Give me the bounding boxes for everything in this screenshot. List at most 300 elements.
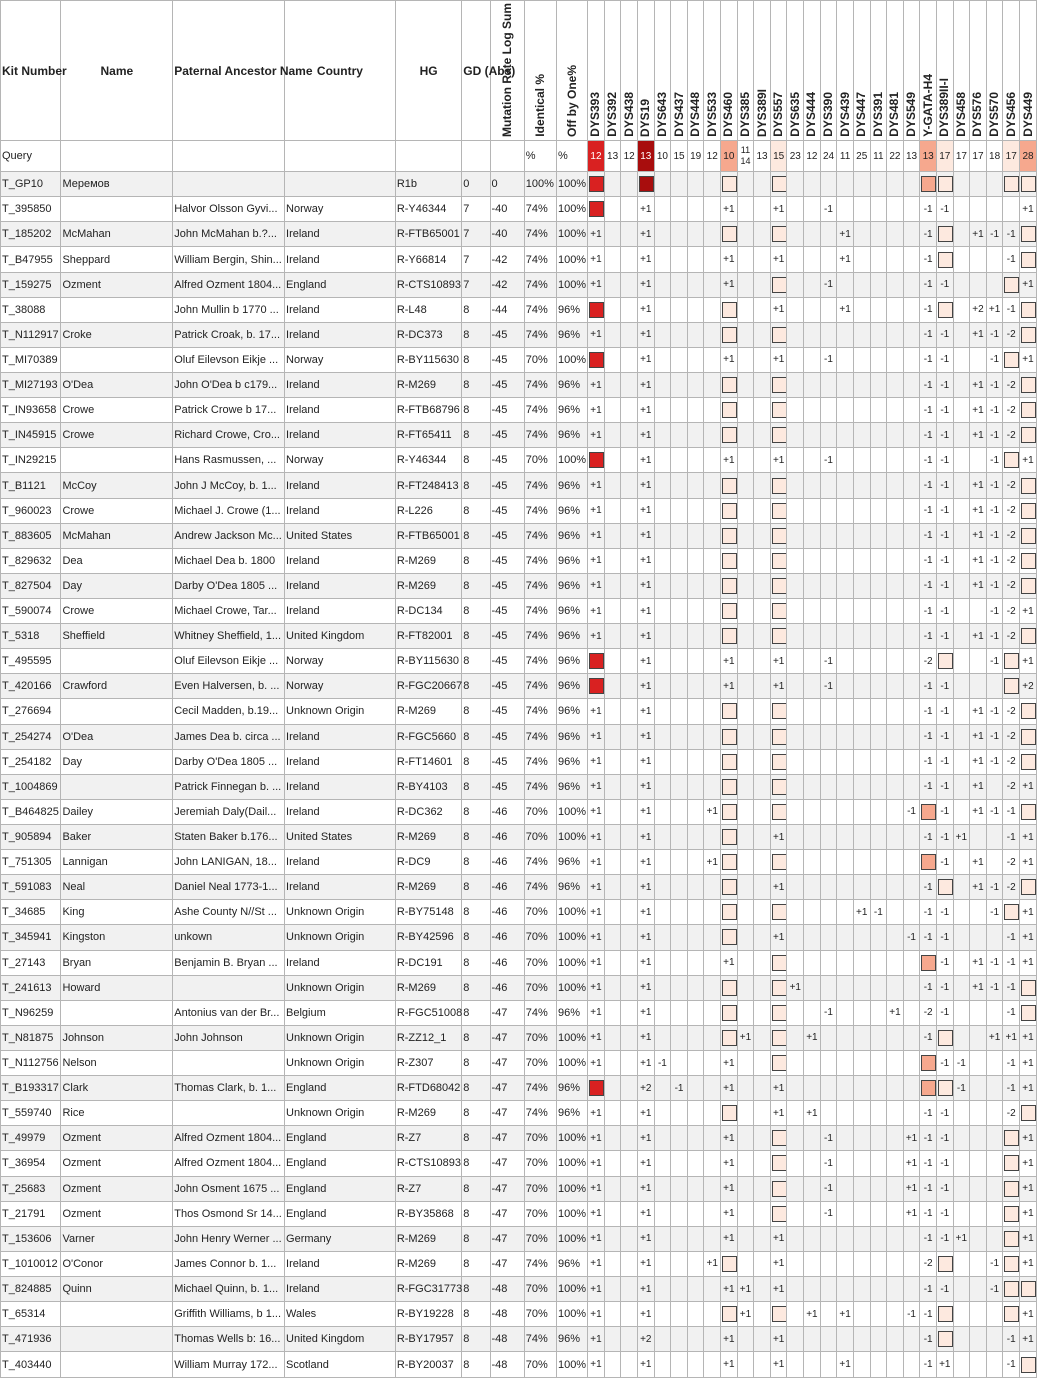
cell-marker-diff: -2 (1003, 624, 1020, 649)
cell-marker-diff: -1 (986, 699, 1003, 724)
cell-marker-diff: +1 (1020, 1050, 1037, 1075)
marker-header[interactable] (986, 1, 1003, 141)
cell-kit-number: T_471936 (1, 1327, 61, 1352)
table-row[interactable] (1, 322, 1037, 347)
cell-marker-diff (953, 1201, 970, 1226)
cell-marker-diff: -1 (936, 448, 953, 473)
cell-marker-diff (687, 1352, 704, 1378)
table-row[interactable] (1, 1151, 1037, 1176)
table-row[interactable] (1, 222, 1037, 247)
cell-marker-diff (721, 624, 738, 649)
table-row[interactable] (1, 724, 1037, 749)
cell-marker-diff (870, 925, 887, 950)
table-row[interactable] (1, 824, 1037, 849)
table-row[interactable] (1, 1352, 1037, 1378)
cell-off-by-one: 96% (556, 523, 587, 548)
cell-marker-diff (837, 799, 854, 824)
table-row[interactable] (1, 975, 1037, 1000)
cell-marker-diff: +1 (638, 824, 655, 849)
table-row[interactable] (1, 498, 1037, 523)
cell-marker-diff: +1 (721, 448, 738, 473)
marker-swatch (1004, 653, 1019, 669)
table-row[interactable] (1, 749, 1037, 774)
marker-swatch (772, 553, 787, 569)
table-row[interactable] (1, 875, 1037, 900)
cell-marker-diff (953, 197, 970, 222)
cell-marker-diff (903, 624, 920, 649)
cell-marker-diff: +1 (638, 649, 655, 674)
marker-header[interactable] (837, 1, 854, 141)
cell-gd: 8 (462, 1050, 490, 1075)
marker-header[interactable] (721, 1, 738, 141)
cell-marker-diff (870, 1276, 887, 1301)
table-row[interactable] (1, 423, 1037, 448)
cell-marker-diff (903, 1050, 920, 1075)
header-kit-number[interactable]: Kit Number (1, 1, 61, 141)
cell-marker-diff (737, 975, 754, 1000)
table-row[interactable] (1, 1076, 1037, 1101)
cell-name (61, 448, 173, 473)
cell-marker-diff (870, 950, 887, 975)
cell-marker-diff (986, 925, 1003, 950)
cell-marker-diff (970, 900, 987, 925)
cell-marker-diff: +1 (588, 1025, 605, 1050)
table-row[interactable] (1, 850, 1037, 875)
cell-marker-diff: -1 (920, 774, 937, 799)
cell-marker-diff (770, 950, 787, 975)
cell-marker-diff (970, 1000, 987, 1025)
cell-marker-diff: -1 (1003, 1000, 1020, 1025)
cell-marker-diff (887, 799, 904, 824)
cell-marker-diff: +1 (737, 1276, 754, 1301)
cell-marker-diff: +1 (588, 423, 605, 448)
cell-gd: 0 (462, 172, 490, 197)
marker-header[interactable] (804, 1, 821, 141)
cell-marker-diff: -1 (920, 1276, 937, 1301)
cell-marker-diff (604, 624, 621, 649)
cell-marker-diff (804, 774, 821, 799)
cell-marker-diff: -2 (1003, 599, 1020, 624)
query-marker-value: 19 (687, 141, 704, 172)
table-row[interactable] (1, 699, 1037, 724)
cell-marker-diff (853, 774, 870, 799)
cell-marker-diff (621, 1025, 638, 1050)
cell-marker-diff (870, 1000, 887, 1025)
table-row[interactable] (1, 1101, 1037, 1126)
cell-marker-diff (887, 1352, 904, 1378)
cell-marker-diff: +1 (770, 448, 787, 473)
cell-marker-diff (770, 599, 787, 624)
cell-marker-diff (970, 1176, 987, 1201)
cell-marker-diff: +1 (638, 799, 655, 824)
cell-marker-diff (621, 875, 638, 900)
cell-marker-diff: -1 (936, 498, 953, 523)
cell-marker-diff (687, 272, 704, 297)
cell-marker-diff (754, 222, 771, 247)
marker-swatch (1004, 452, 1019, 468)
cell-marker-diff (953, 950, 970, 975)
cell-marker-diff (1020, 1352, 1037, 1378)
cell-name: Quinn (61, 1276, 173, 1301)
cell-marker-diff: -1 (920, 1327, 937, 1352)
cell-marker-diff (887, 247, 904, 272)
cell-marker-diff (737, 1352, 754, 1378)
cell-marker-diff: +1 (837, 1352, 854, 1378)
table-row[interactable] (1, 925, 1037, 950)
table-row[interactable] (1, 172, 1037, 197)
cell-off-by-one: 96% (556, 548, 587, 573)
table-row[interactable] (1, 1251, 1037, 1276)
cell-name: Baker (61, 824, 173, 849)
table-row[interactable] (1, 1176, 1037, 1201)
cell-hg: R-DC134 (395, 599, 461, 624)
table-row[interactable] (1, 373, 1037, 398)
cell-marker-diff (604, 599, 621, 624)
cell-marker-diff (654, 724, 671, 749)
cell-marker-diff: +1 (638, 950, 655, 975)
cell-marker-diff (953, 900, 970, 925)
table-row[interactable] (1, 1025, 1037, 1050)
cell-marker-diff (654, 774, 671, 799)
cell-marker-diff (853, 1327, 870, 1352)
cell-marker-diff: +1 (588, 1251, 605, 1276)
cell-mutation-rate: -47 (490, 1226, 524, 1251)
table-row[interactable] (1, 900, 1037, 925)
table-row[interactable] (1, 573, 1037, 598)
cell-marker-diff (870, 423, 887, 448)
cell-marker-diff (754, 824, 771, 849)
cell-marker-diff (903, 197, 920, 222)
cell-kit-number: T_MI70389 (1, 347, 61, 372)
cell-marker-diff (787, 824, 804, 849)
cell-marker-diff: +1 (638, 774, 655, 799)
cell-gd: 8 (462, 347, 490, 372)
cell-identical: 70% (524, 448, 556, 473)
cell-marker-diff: -1 (936, 1151, 953, 1176)
cell-marker-diff (654, 1101, 671, 1126)
cell-name: Ozment (61, 1201, 173, 1226)
cell-marker-diff (853, 1276, 870, 1301)
table-row[interactable] (1, 774, 1037, 799)
cell-identical: 74% (524, 473, 556, 498)
cell-marker-diff: +1 (1020, 1076, 1037, 1101)
marker-header[interactable] (870, 1, 887, 141)
marker-swatch (1021, 879, 1036, 895)
marker-header[interactable] (638, 1, 655, 141)
cell-marker-diff: +1 (588, 1327, 605, 1352)
cell-marker-diff (754, 724, 771, 749)
cell-marker-diff: +1 (638, 373, 655, 398)
table-row[interactable] (1, 448, 1037, 473)
cell-marker-diff (737, 1126, 754, 1151)
marker-header[interactable] (853, 1, 870, 141)
cell-marker-diff (621, 197, 638, 222)
cell-identical: 74% (524, 373, 556, 398)
marker-swatch (772, 402, 787, 418)
marker-header[interactable] (770, 1, 787, 141)
cell-marker-diff: -1 (936, 473, 953, 498)
header-gd[interactable]: GD (Abs) (462, 1, 490, 141)
table-row[interactable] (1, 1201, 1037, 1226)
cell-marker-diff (704, 925, 721, 950)
cell-marker-diff (704, 900, 721, 925)
cell-marker-diff (737, 875, 754, 900)
cell-marker-diff (737, 398, 754, 423)
cell-marker-diff (654, 875, 671, 900)
cell-marker-diff (986, 1000, 1003, 1025)
cell-marker-diff (953, 1126, 970, 1151)
cell-kit-number: T_36954 (1, 1151, 61, 1176)
marker-swatch (722, 879, 737, 895)
cell-marker-diff (986, 247, 1003, 272)
marker-header[interactable] (903, 1, 920, 141)
marker-header[interactable] (621, 1, 638, 141)
cell-marker-diff (820, 749, 837, 774)
table-row[interactable] (1, 1276, 1037, 1301)
marker-header[interactable] (588, 1, 605, 141)
table-row[interactable] (1, 1126, 1037, 1151)
marker-header[interactable] (787, 1, 804, 141)
cell-kit-number: T_905894 (1, 824, 61, 849)
table-row[interactable] (1, 599, 1037, 624)
marker-header[interactable] (1003, 1, 1020, 141)
marker-swatch (921, 1080, 936, 1096)
cell-marker-diff: +1 (970, 799, 987, 824)
cell-gd: 8 (462, 624, 490, 649)
cell-marker-diff (787, 1352, 804, 1378)
cell-marker-diff: +2 (638, 1327, 655, 1352)
marker-header[interactable] (754, 1, 771, 141)
table-row[interactable] (1, 1226, 1037, 1251)
cell-marker-diff (804, 1076, 821, 1101)
cell-marker-diff: +1 (638, 347, 655, 372)
header-off-by-one[interactable] (556, 1, 587, 141)
cell-marker-diff: +1 (588, 1151, 605, 1176)
cell-marker-diff (1003, 448, 1020, 473)
cell-marker-diff (837, 1201, 854, 1226)
cell-hg: R-Z7 (395, 1126, 461, 1151)
cell-marker-diff: +1 (588, 498, 605, 523)
cell-marker-diff (687, 1000, 704, 1025)
cell-marker-diff (704, 473, 721, 498)
cell-marker-diff (903, 473, 920, 498)
table-row[interactable] (1, 1327, 1037, 1352)
cell-gd: 8 (462, 1352, 490, 1378)
marker-header[interactable] (887, 1, 904, 141)
cell-marker-diff (853, 1050, 870, 1075)
query-marker-value: 13 (920, 141, 937, 172)
table-row[interactable] (1, 272, 1037, 297)
cell-marker-diff (604, 824, 621, 849)
cell-marker-diff (804, 498, 821, 523)
cell-marker-diff (737, 498, 754, 523)
cell-marker-diff (654, 272, 671, 297)
cell-kit-number: T_B47955 (1, 247, 61, 272)
marker-swatch (1021, 226, 1036, 242)
cell-marker-diff: +1 (721, 1352, 738, 1378)
cell-marker-diff (804, 674, 821, 699)
cell-marker-diff (704, 749, 721, 774)
cell-marker-diff (1020, 523, 1037, 548)
cell-marker-diff (754, 1352, 771, 1378)
table-row[interactable] (1, 1000, 1037, 1025)
cell-marker-diff (654, 624, 671, 649)
cell-marker-diff: +1 (638, 624, 655, 649)
cell-marker-diff (887, 473, 904, 498)
marker-header[interactable] (704, 1, 721, 141)
cell-marker-diff (704, 1126, 721, 1151)
cell-marker-diff: +1 (970, 749, 987, 774)
marker-header[interactable] (953, 1, 970, 141)
cell-marker-diff (621, 373, 638, 398)
cell-marker-diff: -1 (986, 523, 1003, 548)
cell-marker-diff (604, 1000, 621, 1025)
cell-marker-diff (737, 322, 754, 347)
cell-marker-diff (820, 624, 837, 649)
header-identical[interactable] (524, 1, 556, 141)
marker-header[interactable] (654, 1, 671, 141)
cell-marker-diff (704, 950, 721, 975)
table-row[interactable] (1, 1050, 1037, 1075)
query-pct-offbyone: % (556, 141, 587, 172)
cell-marker-diff (621, 1076, 638, 1101)
cell-marker-diff (671, 774, 688, 799)
marker-swatch (722, 754, 737, 770)
cell-marker-diff (970, 1201, 987, 1226)
cell-marker-diff (737, 473, 754, 498)
cell-marker-diff: +1 (721, 1226, 738, 1251)
cell-marker-diff: +1 (721, 1276, 738, 1301)
cell-marker-diff: +1 (721, 247, 738, 272)
cell-marker-diff (604, 1025, 621, 1050)
cell-marker-diff: +1 (638, 473, 655, 498)
cell-marker-diff: +1 (721, 674, 738, 699)
cell-hg: R-Z7 (395, 1176, 461, 1201)
cell-marker-diff (986, 850, 1003, 875)
cell-identical: 70% (524, 950, 556, 975)
table-row[interactable] (1, 473, 1037, 498)
cell-marker-diff (837, 850, 854, 875)
cell-marker-diff: -1 (820, 1000, 837, 1025)
marker-header[interactable] (920, 1, 937, 141)
cell-marker-diff (1020, 875, 1037, 900)
marker-swatch (938, 176, 953, 192)
marker-header[interactable] (671, 1, 688, 141)
cell-marker-diff: +1 (588, 373, 605, 398)
header-mutation-rate-label: Mutation Rate Log Sum (499, 3, 514, 137)
cell-marker-diff (870, 624, 887, 649)
cell-hg: R-L226 (395, 498, 461, 523)
cell-marker-diff (787, 1126, 804, 1151)
marker-swatch (772, 327, 787, 343)
table-row[interactable] (1, 197, 1037, 222)
table-row[interactable] (1, 247, 1037, 272)
cell-marker-diff (920, 950, 937, 975)
cell-mutation-rate: -45 (490, 498, 524, 523)
marker-header[interactable] (737, 1, 754, 141)
marker-swatch (772, 754, 787, 770)
marker-swatch (722, 1256, 737, 1272)
cell-identical: 74% (524, 523, 556, 548)
table-row[interactable] (1, 297, 1037, 322)
marker-swatch (772, 578, 787, 594)
cell-marker-diff (853, 297, 870, 322)
table-row[interactable] (1, 1302, 1037, 1327)
cell-marker-diff (721, 548, 738, 573)
cell-off-by-one: 96% (556, 724, 587, 749)
cell-marker-diff (1003, 1251, 1020, 1276)
cell-marker-diff (704, 448, 721, 473)
cell-marker-diff (953, 850, 970, 875)
header-ancestor[interactable]: Paternal Ancestor Name (173, 1, 285, 141)
marker-header[interactable] (687, 1, 704, 141)
marker-swatch (772, 503, 787, 519)
table-row[interactable] (1, 523, 1037, 548)
cell-name: McCoy (61, 473, 173, 498)
cell-identical: 74% (524, 850, 556, 875)
marker-swatch (772, 528, 787, 544)
cell-marker-diff (787, 322, 804, 347)
cell-marker-diff (820, 824, 837, 849)
cell-marker-diff (737, 1101, 754, 1126)
cell-marker-diff (903, 1276, 920, 1301)
table-row[interactable] (1, 624, 1037, 649)
cell-marker-diff (820, 1101, 837, 1126)
marker-swatch (1004, 1206, 1019, 1222)
table-row[interactable] (1, 799, 1037, 824)
header-hg[interactable]: HG (395, 1, 461, 141)
cell-marker-diff (687, 699, 704, 724)
cell-marker-diff (804, 322, 821, 347)
cell-country: England (285, 1176, 396, 1201)
table-row[interactable] (1, 548, 1037, 573)
marker-header[interactable] (1020, 1, 1037, 141)
header-country[interactable]: Country (285, 1, 396, 141)
cell-marker-diff (787, 373, 804, 398)
cell-marker-diff (671, 1126, 688, 1151)
cell-marker-diff (903, 498, 920, 523)
cell-ancestor: John McMahan b.?... (173, 222, 285, 247)
cell-off-by-one: 100% (556, 347, 587, 372)
cell-marker-diff (870, 247, 887, 272)
cell-marker-diff (837, 749, 854, 774)
cell-marker-diff (887, 824, 904, 849)
table-row[interactable] (1, 398, 1037, 423)
table-row[interactable] (1, 347, 1037, 372)
table-row[interactable] (1, 950, 1037, 975)
table-row[interactable] (1, 674, 1037, 699)
cell-identical: 74% (524, 1000, 556, 1025)
cell-marker-diff (804, 950, 821, 975)
cell-marker-diff (687, 824, 704, 849)
cell-name: Croke (61, 322, 173, 347)
cell-marker-diff (604, 398, 621, 423)
cell-identical: 74% (524, 573, 556, 598)
cell-marker-diff (820, 373, 837, 398)
cell-marker-diff (1020, 1276, 1037, 1301)
marker-header[interactable] (820, 1, 837, 141)
cell-marker-diff (787, 1201, 804, 1226)
cell-marker-diff (837, 523, 854, 548)
marker-header[interactable] (970, 1, 987, 141)
cell-marker-diff (820, 297, 837, 322)
cell-identical: 70% (524, 1226, 556, 1251)
table-row[interactable] (1, 649, 1037, 674)
marker-header[interactable] (936, 1, 953, 141)
header-name[interactable]: Name (61, 1, 173, 141)
cell-marker-diff: -1 (936, 1226, 953, 1251)
marker-header[interactable] (604, 1, 621, 141)
